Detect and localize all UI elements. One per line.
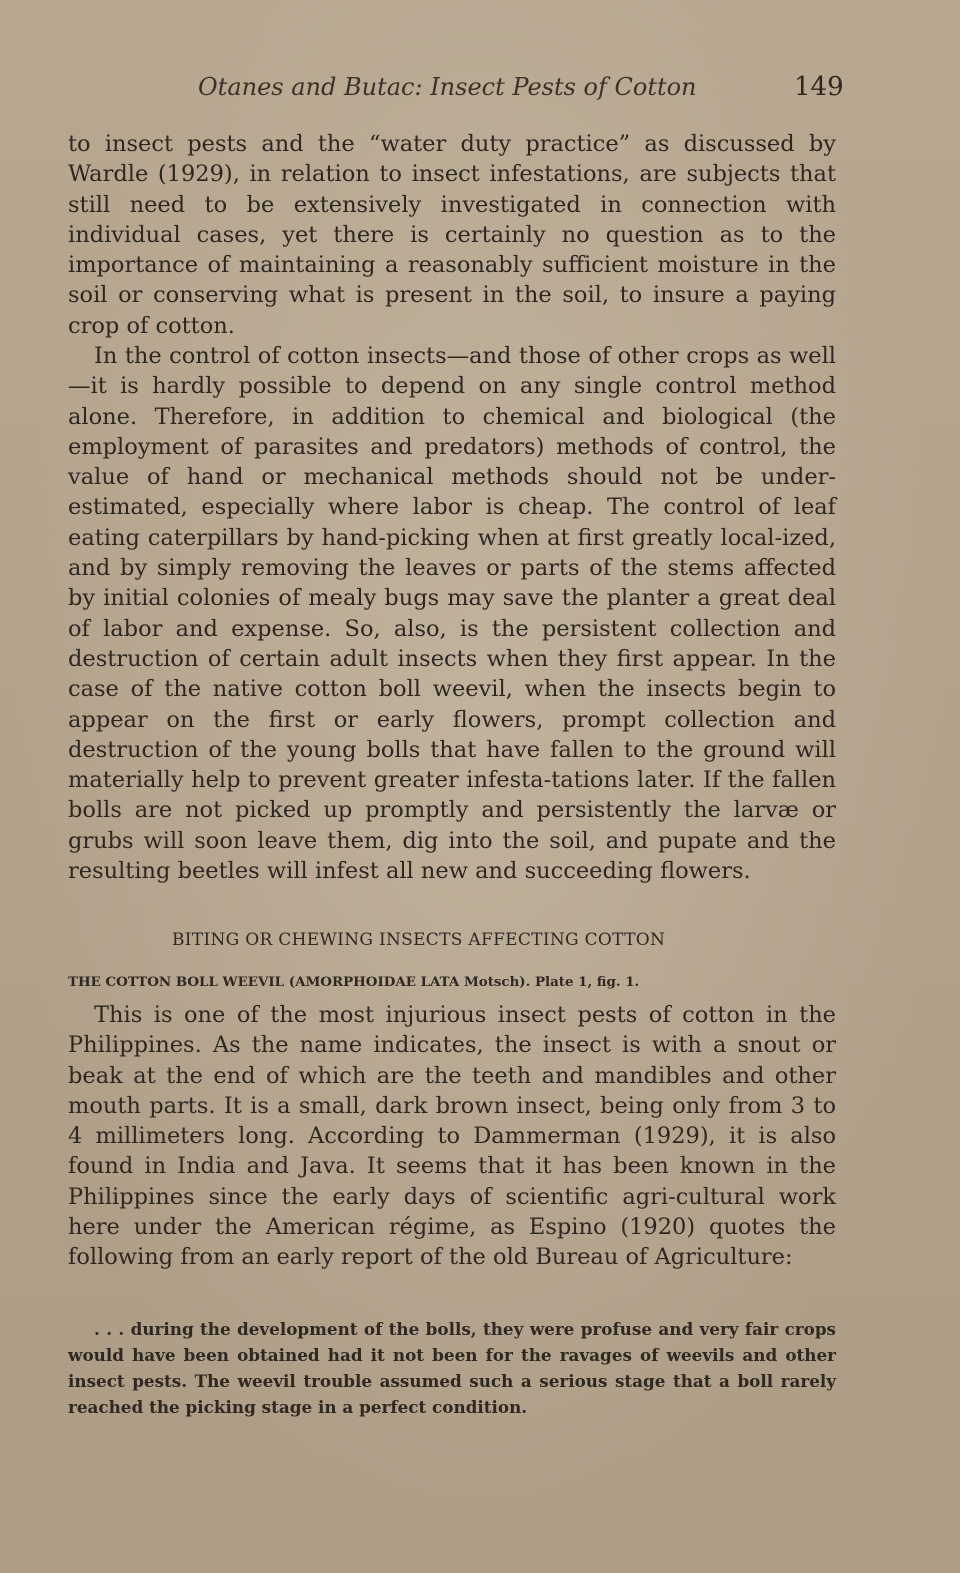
section-subheading: THE COTTON BOLL WEEVIL (AMORPHOIDAE LATA Motsch). Plate 1, fig. 1. [68, 974, 640, 990]
block-quote: . . . during the development of the bolls, they were profuse and very fair crops would have been obtained had it not been for the ravages of weevils and other insect pests. The weevil trouble assumed such a serious stage that a boll rarely reached the picking stage in a perfect condition. [68, 1319, 836, 1417]
running-head-title: Otanes and Butac: Insect Pests of Cotton [198, 73, 697, 101]
section-heading: BITING OR CHEWING INSECTS AFFECTING COTTON [172, 930, 666, 950]
paragraph-control-methods: In the control of cotton insects—and those of other crops as well—it is hardly possible to depend on any single control method alone. Therefore, in addition to chemical and biological (the employment of parasites and predators) methods of control, the value of hand or mechanical methods should not be under-estimated, especially where labor is cheap. The control of leaf eating caterpillars by hand-picking when at first greatly local-ized, and by simply removing the leaves or parts of the stems affected by initial colonies of mealy bugs may save the planter a great deal of labor and expense. So, also, is the persistent collection and destruction of certain adult insects when they first appear. In the case of the native cotton boll weevil, when the insects begin to appear on the first or early flowers, prompt collection and destruction of the young bolls that have fallen to the ground will materially help to prevent greater infesta-tations later. If the fallen bolls are not picked up promptly and persistently the larvæ or grubs will soon leave them, dig into the soil, and pupate and the resulting beetles will infest all new and succeeding flowers. [68, 343, 836, 885]
paragraph-continued: to insect pests and the “water duty practice” as discussed by Wardle (1929), in relation to insect infestations, are subjects that still need to be extensively investigated in connection with individual cases, yet there is certainly no question as to the importance of maintaining a reasonably sufficient moisture in the soil or conserving what is present in the soil, to insure a paying crop of cotton. [68, 131, 836, 339]
page-number: 149 [794, 72, 844, 102]
paragraph-boll-weevil: This is one of the most injurious insect pests of cotton in the Philippines. As the name indicates, the insect is with a snout or beak at the end of which are the teeth and mandibles and other mouth parts. It is a small, dark brown insect, being only from 3 to 4 millimeters long. According to Dammerman (1929), it is also found in India and Java. It seems that it has been known in the Philippines since the early days of scientific agri-cultural work here under the American régime, as Espino (1920) quotes the following from an early report of the old Bureau of Agriculture: [68, 1002, 836, 1271]
